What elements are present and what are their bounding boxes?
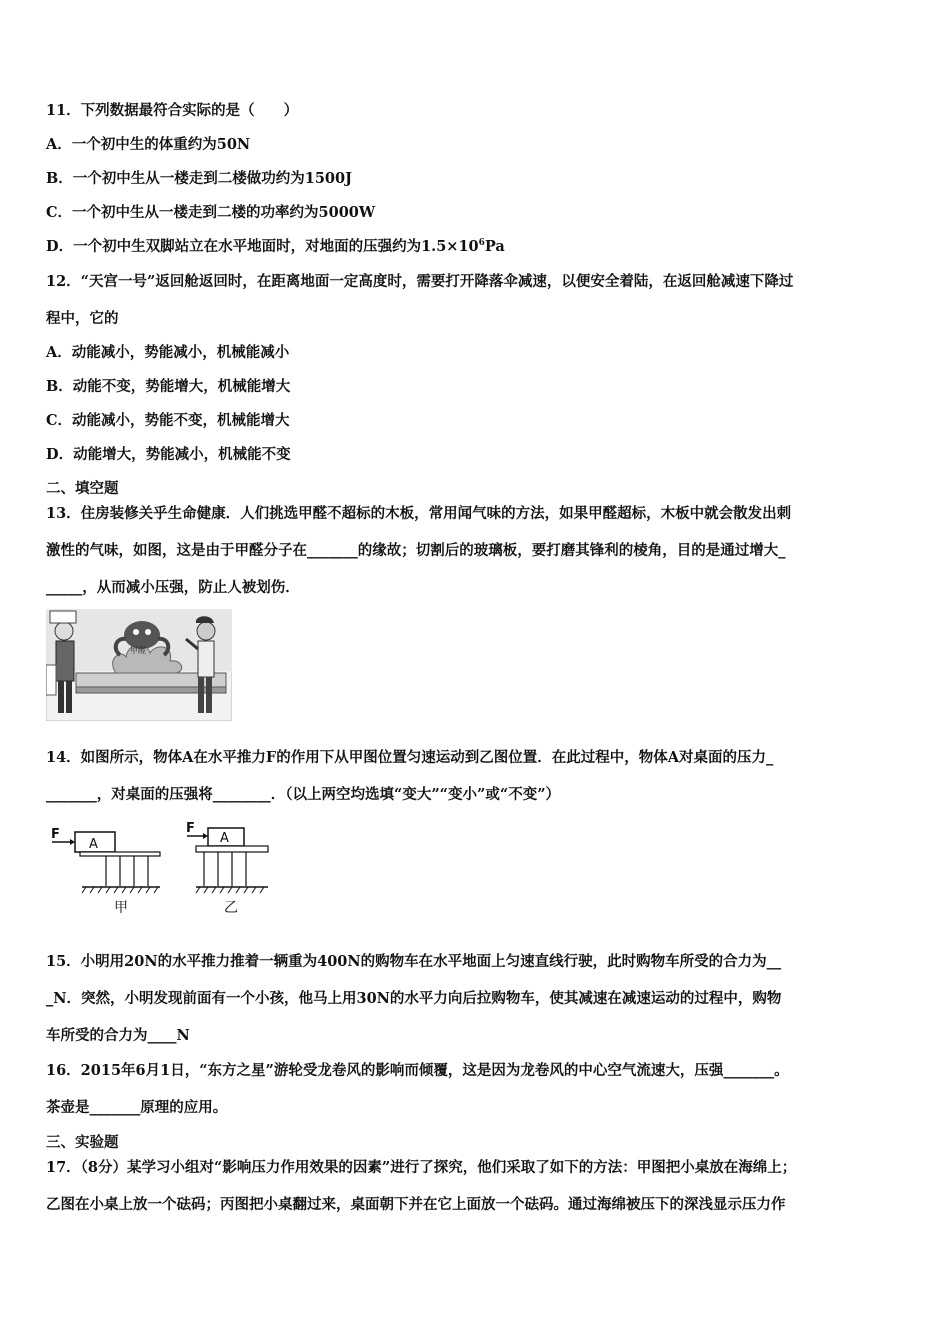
force-label-right: F [186, 821, 195, 836]
figure-label-jia: 甲 [114, 900, 128, 916]
q11-option-d-text: D．一个初中生双脚站立在水平地面时，对地面的压强约为1.5×10 [46, 238, 479, 255]
section-heading-experiment: 三、实验题 [46, 1134, 119, 1151]
q11-stem: 11．下列数据最符合实际的是（ ） [46, 102, 299, 119]
q17-line-1: 17．（8分）某学习小组对“影响压力作用效果的因素”进行了探究，他们采取了如下的方法：甲图把小桌放在海绵上； [46, 1159, 797, 1176]
table-top-left [80, 852, 160, 856]
q14-block-figure [46, 820, 286, 922]
q11-option-d [46, 237, 505, 257]
q11-option-b: B．一个初中生从一楼走到二楼做功约为1500J [46, 170, 352, 187]
q13-line-3: _____，从而减小压强，防止人被划伤． [46, 579, 300, 596]
q13-line-2: 激性的气味，如图，这是由于甲醛分子在_______的缘故；切割后的玻璃板，要打磨其锋利的棱角，目的是通过增大_ [46, 542, 786, 559]
section-heading-fill-blank: 二、填空题 [46, 480, 119, 497]
q15-line-3: 车所受的合力为____N [46, 1027, 190, 1044]
block-table-svg [46, 820, 286, 922]
block-a-label-right: A [220, 831, 229, 846]
q17-line-2: 乙图在小桌上放一个砝码；丙图把小桌翻过来，桌面朝下并在它上面放一个砝码。通过海绵被压下的深浅显示压力作 [46, 1196, 786, 1213]
q12-option-b: B．动能不变，势能增大，机械能增大 [46, 378, 291, 395]
q16-line-2: 茶壶是_______原理的应用。 [46, 1099, 228, 1116]
q12-option-c: C．动能减小，势能不变，机械能增大 [46, 412, 290, 429]
q16-line-1: 16．2015年6月1日，“东方之星”游轮受龙卷风的影响而倾覆，这是因为龙卷风的中心空气流速大，压强_______。 [46, 1062, 789, 1079]
formaldehyde-cartoon-svg [46, 609, 232, 721]
q15-line-1: 15．小明用20N的水平推力推着一辆重为400N的购物车在水平地面上匀速直线行驶，此时购物车所受的合力为__ [46, 953, 782, 970]
q11-option-d-unit: Pa [484, 238, 505, 255]
force-label-left: F [51, 827, 60, 842]
q11-option-d-exponent: 6 [478, 238, 485, 249]
q13-formaldehyde-figure [46, 609, 232, 721]
figure-label-yi: 乙 [224, 900, 238, 916]
formaldehyde-label: 甲醛 [130, 646, 146, 655]
q13-line-1: 13．住房装修关乎生命健康．人们挑选甲醛不超标的木板，常用闻气味的方法，如果甲醛超标，木板中就会散发出刺 [46, 505, 792, 522]
q11-option-a: A．一个初中生的体重约为50N [46, 136, 251, 153]
table-top-right [196, 846, 268, 852]
q14-line-2: _______，对桌面的压强将________．（以上两空均选填“变大”“变小”或“不变”） [46, 786, 561, 803]
q14-line-1: 14．如图所示，物体A在水平推力F的作用下从甲图位置匀速运动到乙图位置．在此过程中，物体A对桌面的压力_ [46, 749, 774, 766]
block-a-label-left: A [89, 837, 98, 852]
q12-stem-line-2: 程中，它的 [46, 310, 119, 327]
q12-option-d: D．动能增大，势能减小，机械能不变 [46, 446, 291, 463]
q15-line-2: _N．突然，小明发现前面有一个小孩，他马上用30N的水平力向后拉购物车，使其减速在减速运动的过程中，购物 [46, 990, 782, 1007]
q12-stem-line-1: 12．“天宫一号”返回舱返回时，在距离地面一定高度时，需要打开降落伞减速，以便安全着陆，在返回舱减速下降过 [46, 273, 794, 290]
q11-option-c: C．一个初中生从一楼走到二楼的功率约为5000W [46, 204, 376, 221]
q12-option-a: A．动能减小，势能减小，机械能减小 [46, 344, 290, 361]
